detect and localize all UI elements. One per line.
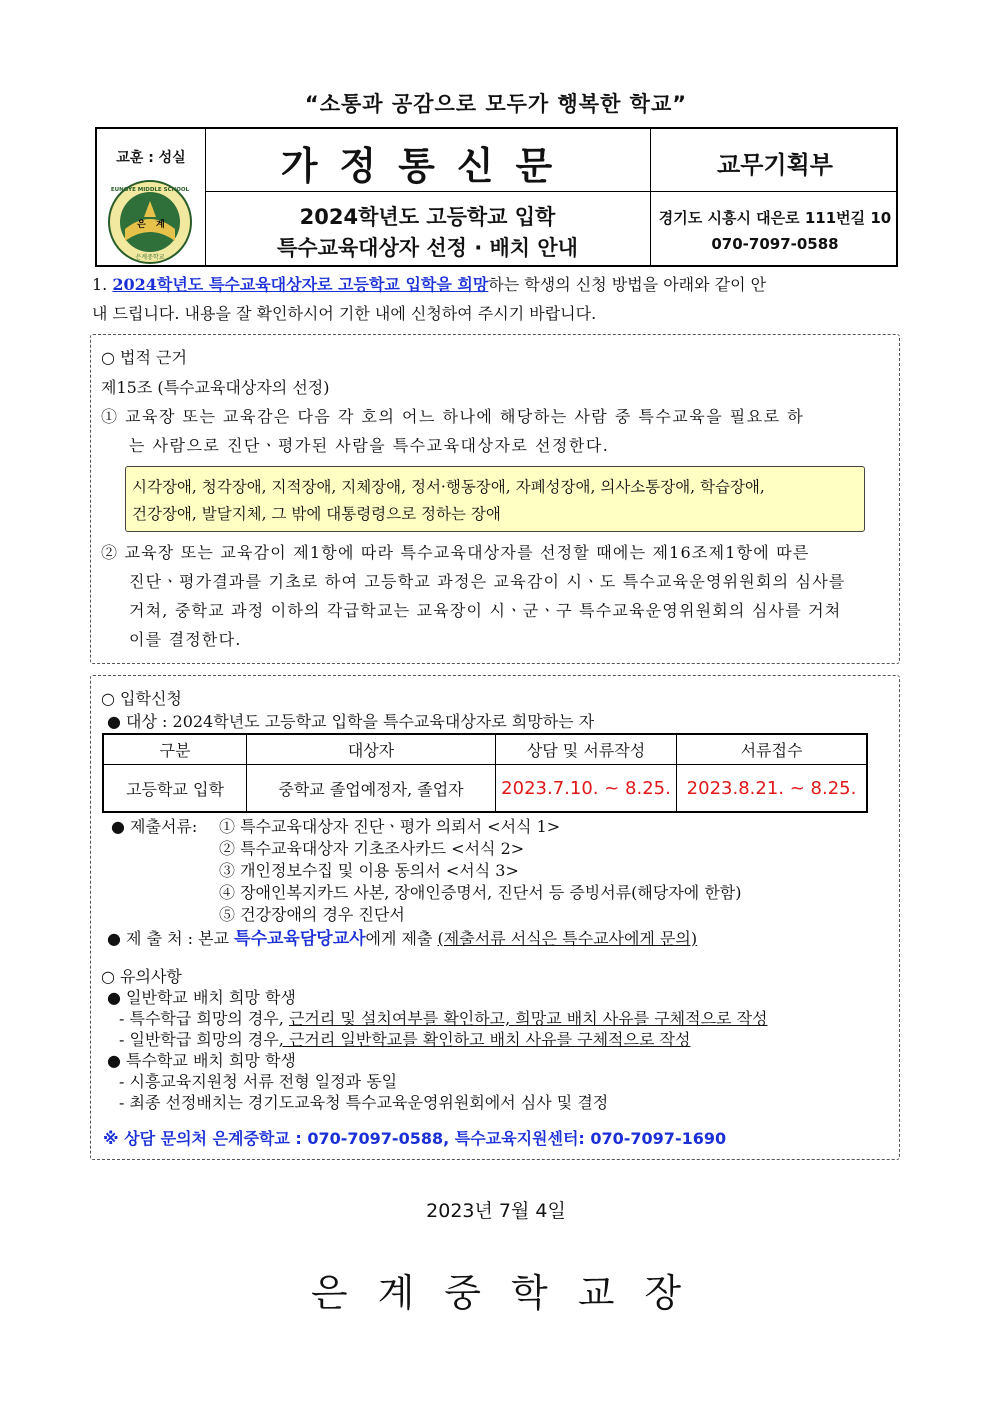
doc-item: ⑤ 건강장애의 경우 진단서 (219, 905, 405, 924)
table-cell: 고등학교 입학 (103, 765, 247, 813)
school-phone: 070-7097-0588 (711, 235, 839, 253)
legal-heading: ○ 법적 근거 (101, 348, 187, 367)
issue-date: 2023년 7월 4일 (426, 1200, 566, 1222)
intro-highlight: 2024학년도 특수교육대상자로 고등학교 입학을 희망 (112, 275, 489, 294)
school-motto-banner: “소통과 공감으로 모두가 행복한 학교” (304, 92, 688, 116)
svg-text:계: 계 (156, 220, 165, 230)
contact-info: ※ 상담 문의처 은계중학교 : 070-7097-0588, 특수교육지원센터: 070-7097-1690 (103, 1129, 727, 1148)
subtitle-line1: 2024학년도 고등학교 입학 (299, 205, 556, 229)
school-emblem-icon (107, 179, 193, 265)
application-box: ○ 입학신청 ● 대상 : 2024학년도 고등학교 입학을 특수교육대상자로 희망하는 자 ● 제출서류: ① 특수교육대상자 진단ㆍ평가 의뢰서 <서식 1> ② 특수교육대상자 기초조사카드 <서식 2> ③ 개인정보수집 및 이용 동의서 <서식 3> ④ 장애인복지카드 사본, 장애인증명서, 진단서 등 증빙서류(해당자에 한함) ⑤ 건강장애의 경우 진단서 ● 제 출 처 : 본교 특수교육담당교사에게 제출 (제출서류 서식은 특수교사에게 문의) ○ 유의사항 ● 일반학교 배치 희망 학생 - 특수학급 희망의 경우, 근거리 및 설치여부를 확인하고, 희망교 배치 사유를 구체적으로 작성 - 일반학급 희망의 경우, 근거리 일반학교를 확인하고 배치 사유를 구체적으로 작성 ● 특수학교 배치 희망 학생 - 시흥교육지원청 서류 전형 일정과 동일 - 최종 선정배치는 경기도교육청 특수교육운영위원회에서 심사 및 결정 ※ 상담 문의처 은계중학교 : 070-7097-0588, 특수교육지원센터: 070-7097-1690 (90, 675, 900, 1160)
disability-types-box: 시각장애, 청각장애, 지적장애, 지체장애, 정서·행동장애, 자폐성장애, 의사소통장애, 학습장애, 건강장애, 발달지체, 그 밖에 대통령령으로 정하는 장애 (125, 466, 865, 532)
notes-heading: ○ 유의사항 (101, 967, 182, 986)
note-item: - 일반학급 희망의 경우, 근거리 일반학교를 확인하고 배치 사유를 구체적으로 작성 (119, 1030, 691, 1049)
doc-item: ③ 개인정보수집 및 이용 동의서 <서식 3> (219, 861, 519, 880)
legal-article: 제15조 (특수교육대상자의 선정) (101, 378, 330, 397)
newsletter-header (95, 127, 898, 267)
emblem-text: 은 (137, 220, 146, 230)
svg-text:EUNGYE MIDDLE SCHOOL: EUNGYE MIDDLE SCHOOL (110, 187, 190, 193)
application-heading: ○ 입학신청 (101, 689, 182, 708)
note-item: - 특수학급 희망의 경우, 근거리 및 설치여부를 확인하고, 희망교 배치 사유를 구체적으로 작성 (119, 1009, 768, 1028)
document-title: 가정통신문 (280, 144, 575, 188)
table-row (103, 765, 867, 813)
doc-item: ④ 장애인복지카드 사본, 장애인증명서, 진단서 등 증빙서류(해당자에 한함) (219, 883, 742, 902)
table-header: 상담 및 서류작성 (496, 734, 677, 765)
table-cell: 2023.7.10. ~ 8.25. (496, 765, 677, 813)
principal-signature: 은계중학교장 (310, 1271, 712, 1315)
application-target: ● 대상 : 2024학년도 고등학교 입학을 특수교육대상자로 희망하는 자 (107, 712, 595, 731)
intro-paragraph: 1. 2024학년도 특수교육대상자로 고등학교 입학을 희망하는 학생의 신청 방법을 아래와 같이 안 내 드립니다. 내용을 잘 확인하시어 기한 내에 신청하여 주시기 바랍니다. (92, 275, 767, 323)
svg-text:은계중학교: 은계중학교 (135, 254, 165, 261)
subtitle-line2: 특수교육대상자 선정 · 배치 안내 (277, 236, 578, 260)
application-schedule-table (102, 733, 868, 813)
table-cell: 2023.8.21. ~ 8.25. (677, 765, 868, 813)
table-header: 서류접수 (677, 734, 868, 765)
doc-item: ① 특수교육대상자 진단ㆍ평가 의뢰서 <서식 1> (219, 817, 561, 836)
table-header: 구분 (103, 734, 247, 765)
school-creed: 교훈 : 성실 (116, 150, 186, 166)
table-cell: 중학교 졸업예정자, 졸업자 (247, 765, 496, 813)
table-header: 대상자 (247, 734, 496, 765)
school-address: 경기도 시흥시 대은로 111번길 10 (658, 209, 892, 227)
note-item: - 시흥교육지원청 서류 전형 일정과 동일 (119, 1072, 398, 1091)
note-item: - 최종 선정배치는 경기도교육청 특수교육운영위원회에서 심사 및 결정 (119, 1093, 609, 1112)
submit-location: ● 제 출 처 : 본교 특수교육담당교사에게 제출 (제출서류 서식은 특수교사에게 문의) (107, 929, 698, 949)
legal-basis-box: ○ 법적 근거 제15조 (특수교육대상자의 선정) ① 교육장 또는 교육감은 다음 각 호의 어느 하나에 해당하는 사람 중 특수교육을 필요로 하 는 사람으로 진단ㆍ평가된 사람을 특수교육대상자로 선정한다. ② 교육장 또는 교육감이 제1항에 따라 특수교육대상자를 선정할 때에는 제16조제1항에 따른 진단ㆍ평가결과를 기초로 하여 고등학교 과정은 교육감이 시ㆍ도 특수교육운영위원회의 심사를 거쳐, 중학교 과정 이하의 각급학교는 교육장이 시ㆍ군ㆍ구 특수교육운영위원회의 심사를 거쳐 이를 결정한다. (90, 334, 900, 664)
doc-item: ② 특수교육대상자 기초조사카드 <서식 2> (219, 839, 525, 858)
department-name: 교무기획부 (717, 151, 833, 179)
